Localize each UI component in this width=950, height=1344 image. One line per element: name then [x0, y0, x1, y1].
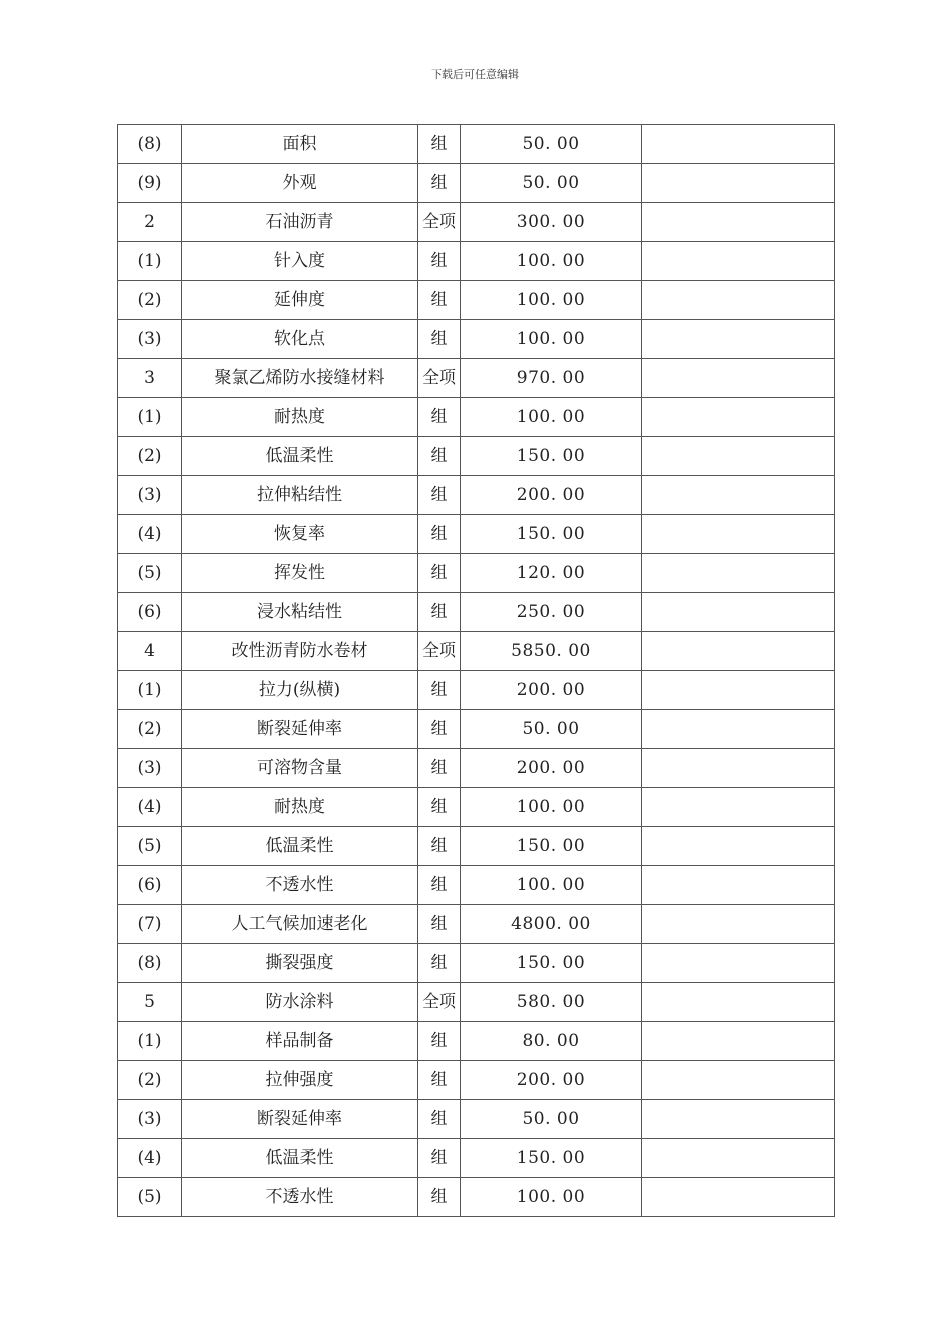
amount-cell: 200. 00 — [461, 749, 642, 788]
unit-cell: 组 — [418, 593, 461, 632]
row-number-cell: (5) — [118, 1178, 182, 1217]
amount-cell: 970. 00 — [461, 359, 642, 398]
table-row — [118, 710, 835, 749]
table-row — [118, 1061, 835, 1100]
item-name-cell: 断裂延伸率 — [182, 710, 418, 749]
note-cell — [642, 203, 835, 242]
page-header: 下载后可任意编辑 — [431, 68, 519, 81]
unit-cell: 组 — [418, 515, 461, 554]
table-row — [118, 437, 835, 476]
item-name-cell: 石油沥青 — [182, 203, 418, 242]
unit-cell: 组 — [418, 320, 461, 359]
row-number-cell: (3) — [118, 1100, 182, 1139]
unit-cell: 组 — [418, 1178, 461, 1217]
item-name-cell: 拉伸强度 — [182, 1061, 418, 1100]
table-row — [118, 1178, 835, 1217]
amount-cell: 200. 00 — [461, 1061, 642, 1100]
unit-cell: 组 — [418, 788, 461, 827]
note-cell — [642, 1178, 835, 1217]
note-cell — [642, 281, 835, 320]
table-row — [118, 749, 835, 788]
unit-cell: 组 — [418, 242, 461, 281]
amount-cell: 50. 00 — [461, 125, 642, 164]
item-name-cell: 断裂延伸率 — [182, 1100, 418, 1139]
unit-cell: 组 — [418, 281, 461, 320]
unit-cell: 组 — [418, 164, 461, 203]
amount-cell: 100. 00 — [461, 242, 642, 281]
row-number-cell: 2 — [118, 203, 182, 242]
amount-cell: 150. 00 — [461, 437, 642, 476]
table-row — [118, 164, 835, 203]
item-name-cell: 拉伸粘结性 — [182, 476, 418, 515]
table-row — [118, 788, 835, 827]
row-number-cell: (9) — [118, 164, 182, 203]
unit-cell: 组 — [418, 437, 461, 476]
amount-cell: 80. 00 — [461, 1022, 642, 1061]
row-number-cell: (2) — [118, 437, 182, 476]
item-name-cell: 耐热度 — [182, 398, 418, 437]
unit-cell: 组 — [418, 671, 461, 710]
fee-table — [117, 124, 835, 1217]
note-cell — [642, 905, 835, 944]
item-name-cell: 不透水性 — [182, 1178, 418, 1217]
row-number-cell: (1) — [118, 671, 182, 710]
item-name-cell: 拉力(纵横) — [182, 671, 418, 710]
note-cell — [642, 242, 835, 281]
unit-cell: 组 — [418, 1100, 461, 1139]
note-cell — [642, 359, 835, 398]
row-number-cell: (1) — [118, 398, 182, 437]
item-name-cell: 面积 — [182, 125, 418, 164]
table-row — [118, 827, 835, 866]
item-name-cell: 外观 — [182, 164, 418, 203]
row-number-cell: (1) — [118, 1022, 182, 1061]
table-row — [118, 632, 835, 671]
row-number-cell: (6) — [118, 593, 182, 632]
note-cell — [642, 398, 835, 437]
unit-cell: 组 — [418, 905, 461, 944]
unit-cell: 组 — [418, 1022, 461, 1061]
note-cell — [642, 1100, 835, 1139]
unit-cell: 组 — [418, 866, 461, 905]
amount-cell: 150. 00 — [461, 1139, 642, 1178]
amount-cell: 200. 00 — [461, 476, 642, 515]
unit-cell: 组 — [418, 1139, 461, 1178]
row-number-cell: (2) — [118, 281, 182, 320]
item-name-cell: 样品制备 — [182, 1022, 418, 1061]
row-number-cell: (2) — [118, 710, 182, 749]
table-row — [118, 554, 835, 593]
row-number-cell: (2) — [118, 1061, 182, 1100]
row-number-cell: (3) — [118, 749, 182, 788]
item-name-cell: 浸水粘结性 — [182, 593, 418, 632]
amount-cell: 250. 00 — [461, 593, 642, 632]
row-number-cell: (5) — [118, 554, 182, 593]
note-cell — [642, 1139, 835, 1178]
row-number-cell: (4) — [118, 1139, 182, 1178]
item-name-cell: 人工气候加速老化 — [182, 905, 418, 944]
amount-cell: 50. 00 — [461, 710, 642, 749]
table-row — [118, 281, 835, 320]
amount-cell: 100. 00 — [461, 866, 642, 905]
amount-cell: 50. 00 — [461, 1100, 642, 1139]
row-number-cell: 5 — [118, 983, 182, 1022]
table-row — [118, 944, 835, 983]
item-name-cell: 可溶物含量 — [182, 749, 418, 788]
note-cell — [642, 164, 835, 203]
unit-cell: 全项 — [418, 983, 461, 1022]
row-number-cell: (4) — [118, 515, 182, 554]
unit-cell: 组 — [418, 944, 461, 983]
note-cell — [642, 476, 835, 515]
row-number-cell: (8) — [118, 125, 182, 164]
note-cell — [642, 632, 835, 671]
row-number-cell: (7) — [118, 905, 182, 944]
amount-cell: 580. 00 — [461, 983, 642, 1022]
unit-cell: 组 — [418, 398, 461, 437]
unit-cell: 全项 — [418, 203, 461, 242]
note-cell — [642, 125, 835, 164]
table-row — [118, 125, 835, 164]
table-row — [118, 671, 835, 710]
unit-cell: 组 — [418, 476, 461, 515]
row-number-cell: (8) — [118, 944, 182, 983]
table-row — [118, 905, 835, 944]
item-name-cell: 恢复率 — [182, 515, 418, 554]
note-cell — [642, 710, 835, 749]
row-number-cell: (3) — [118, 320, 182, 359]
item-name-cell: 低温柔性 — [182, 437, 418, 476]
unit-cell: 组 — [418, 1061, 461, 1100]
item-name-cell: 延伸度 — [182, 281, 418, 320]
item-name-cell: 软化点 — [182, 320, 418, 359]
item-name-cell: 防水涂料 — [182, 983, 418, 1022]
note-cell — [642, 944, 835, 983]
row-number-cell: (6) — [118, 866, 182, 905]
table-row — [118, 476, 835, 515]
note-cell — [642, 1061, 835, 1100]
amount-cell: 100. 00 — [461, 320, 642, 359]
note-cell — [642, 320, 835, 359]
table-row — [118, 983, 835, 1022]
row-number-cell: (3) — [118, 476, 182, 515]
note-cell — [642, 671, 835, 710]
table-row — [118, 1139, 835, 1178]
item-name-cell: 低温柔性 — [182, 1139, 418, 1178]
unit-cell: 组 — [418, 749, 461, 788]
table-row — [118, 398, 835, 437]
unit-cell: 组 — [418, 827, 461, 866]
item-name-cell: 不透水性 — [182, 866, 418, 905]
row-number-cell: 4 — [118, 632, 182, 671]
note-cell — [642, 554, 835, 593]
unit-cell: 组 — [418, 554, 461, 593]
note-cell — [642, 749, 835, 788]
item-name-cell: 耐热度 — [182, 788, 418, 827]
note-cell — [642, 866, 835, 905]
table-row — [118, 1100, 835, 1139]
table-row — [118, 320, 835, 359]
amount-cell: 150. 00 — [461, 515, 642, 554]
table-row — [118, 866, 835, 905]
amount-cell: 150. 00 — [461, 827, 642, 866]
amount-cell: 50. 00 — [461, 164, 642, 203]
amount-cell: 150. 00 — [461, 944, 642, 983]
table-row — [118, 242, 835, 281]
item-name-cell: 聚氯乙烯防水接缝材料 — [182, 359, 418, 398]
table-row — [118, 203, 835, 242]
table-row — [118, 1022, 835, 1061]
item-name-cell: 低温柔性 — [182, 827, 418, 866]
note-cell — [642, 515, 835, 554]
row-number-cell: (5) — [118, 827, 182, 866]
note-cell — [642, 983, 835, 1022]
note-cell — [642, 788, 835, 827]
amount-cell: 120. 00 — [461, 554, 642, 593]
amount-cell: 200. 00 — [461, 671, 642, 710]
note-cell — [642, 827, 835, 866]
table-row — [118, 359, 835, 398]
item-name-cell: 撕裂强度 — [182, 944, 418, 983]
row-number-cell: (1) — [118, 242, 182, 281]
fee-table-body — [118, 125, 835, 1217]
unit-cell: 全项 — [418, 632, 461, 671]
amount-cell: 100. 00 — [461, 788, 642, 827]
row-number-cell: (4) — [118, 788, 182, 827]
amount-cell: 5850. 00 — [461, 632, 642, 671]
amount-cell: 100. 00 — [461, 398, 642, 437]
row-number-cell: 3 — [118, 359, 182, 398]
table-row — [118, 593, 835, 632]
note-cell — [642, 1022, 835, 1061]
amount-cell: 300. 00 — [461, 203, 642, 242]
table-row — [118, 515, 835, 554]
amount-cell: 100. 00 — [461, 281, 642, 320]
item-name-cell: 针入度 — [182, 242, 418, 281]
unit-cell: 组 — [418, 710, 461, 749]
note-cell — [642, 593, 835, 632]
amount-cell: 100. 00 — [461, 1178, 642, 1217]
note-cell — [642, 437, 835, 476]
item-name-cell: 改性沥青防水卷材 — [182, 632, 418, 671]
amount-cell: 4800. 00 — [461, 905, 642, 944]
unit-cell: 全项 — [418, 359, 461, 398]
item-name-cell: 挥发性 — [182, 554, 418, 593]
unit-cell: 组 — [418, 125, 461, 164]
